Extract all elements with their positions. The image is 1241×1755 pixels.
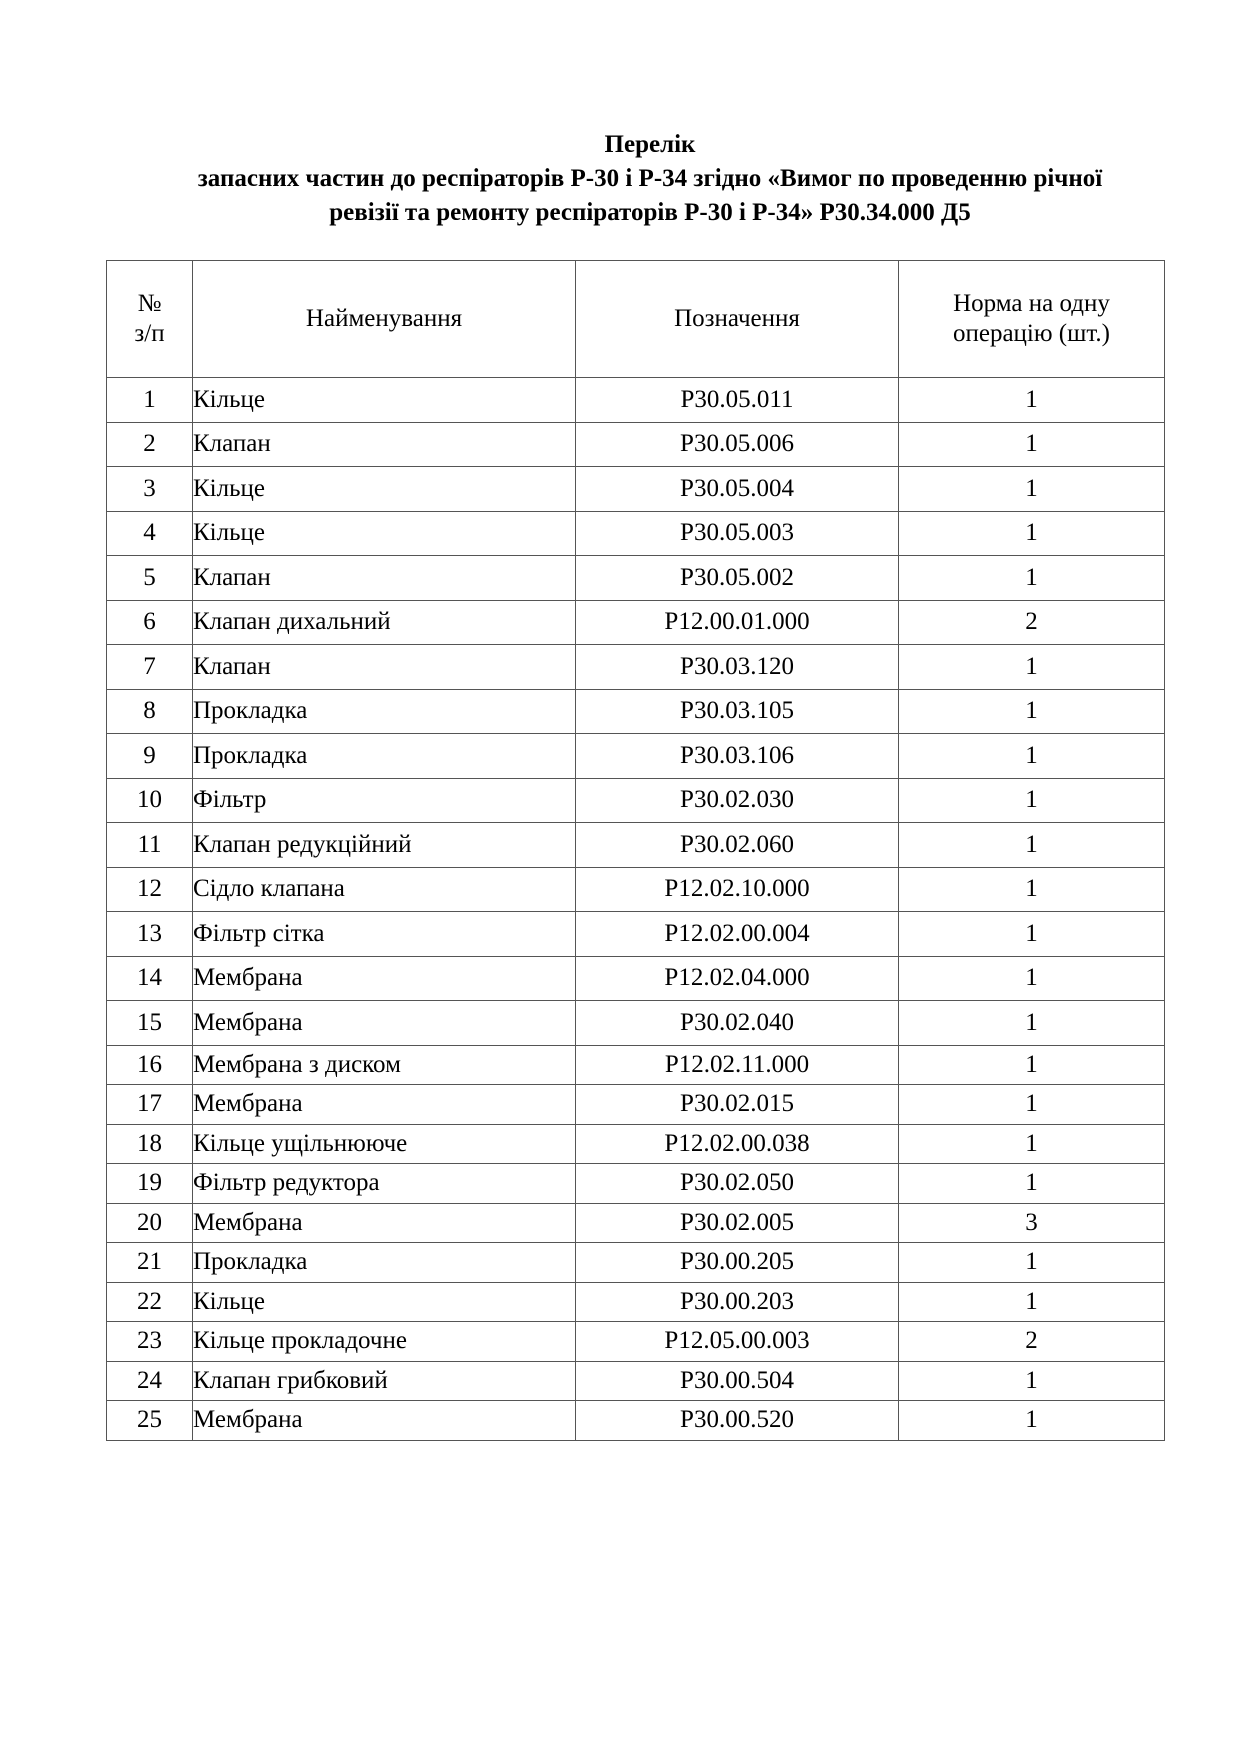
row-number-cell: 9: [107, 734, 193, 779]
row-number-cell: 25: [107, 1401, 193, 1441]
part-quantity-cell: 1: [899, 734, 1165, 779]
row-number-cell: 15: [107, 1001, 193, 1046]
row-number-cell: 12: [107, 867, 193, 912]
part-quantity-cell: 1: [899, 823, 1165, 868]
part-quantity-cell: 1: [899, 1045, 1165, 1085]
row-number-cell: 11: [107, 823, 193, 868]
header-quantity-line-2: операцію (шт.): [952, 320, 1111, 347]
table-row: [107, 645, 1165, 690]
part-quantity-cell: 1: [899, 511, 1165, 556]
table-row: [107, 1001, 1165, 1046]
part-designation-cell: Р12.02.00.038: [576, 1124, 899, 1164]
part-designation-cell: Р12.02.10.000: [576, 867, 899, 912]
part-name-cell: Прокладка: [193, 1243, 576, 1283]
part-name-cell: Мембрана з диском: [193, 1045, 576, 1085]
part-quantity-cell: 1: [899, 467, 1165, 512]
part-designation-cell: Р30.00.203: [576, 1282, 899, 1322]
row-number-cell: 21: [107, 1243, 193, 1283]
table-row: [107, 1361, 1165, 1401]
part-name-cell: Мембрана: [193, 1401, 576, 1441]
part-name-cell: Клапан: [193, 556, 576, 601]
part-quantity-cell: 1: [899, 1243, 1165, 1283]
row-number-cell: 5: [107, 556, 193, 601]
part-designation-cell: Р30.00.520: [576, 1401, 899, 1441]
part-quantity-cell: 1: [899, 1401, 1165, 1441]
table-row: [107, 556, 1165, 601]
row-number-cell: 17: [107, 1085, 193, 1125]
header-quantity-line-1: Норма на одну: [953, 290, 1110, 317]
header-number: [107, 261, 193, 378]
part-name-cell: Кільце: [193, 1282, 576, 1322]
part-name-cell: Кільце: [193, 378, 576, 423]
part-designation-cell: Р12.02.00.004: [576, 912, 899, 957]
part-designation-cell: Р30.02.015: [576, 1085, 899, 1125]
part-designation-cell: Р30.02.005: [576, 1203, 899, 1243]
part-name-cell: Прокладка: [193, 734, 576, 779]
table-row: [107, 600, 1165, 645]
part-designation-cell: Р30.00.205: [576, 1243, 899, 1283]
table-row: [107, 1085, 1165, 1125]
part-quantity-cell: 1: [899, 912, 1165, 957]
table-row: [107, 1401, 1165, 1441]
header-name: Найменування: [193, 261, 576, 378]
part-name-cell: Кільце: [193, 467, 576, 512]
row-number-cell: 16: [107, 1045, 193, 1085]
part-quantity-cell: 1: [899, 1282, 1165, 1322]
title-line-3: ревізії та ремонту респіраторів Р-30 і Р-34» Р30.34.000 Д5: [329, 199, 971, 226]
table-row: [107, 1243, 1165, 1283]
title-line-1: Перелік: [604, 131, 696, 158]
part-name-cell: Фільтр: [193, 778, 576, 823]
part-designation-cell: Р30.02.030: [576, 778, 899, 823]
table-row: [107, 378, 1165, 423]
table-row: [107, 956, 1165, 1001]
row-number-cell: 23: [107, 1322, 193, 1362]
row-number-cell: 1: [107, 378, 193, 423]
part-quantity-cell: 1: [899, 556, 1165, 601]
row-number-cell: 19: [107, 1164, 193, 1204]
part-quantity-cell: 1: [899, 956, 1165, 1001]
part-designation-cell: Р30.03.105: [576, 689, 899, 734]
header-number-line-2: з/п: [134, 320, 165, 347]
part-designation-cell: Р12.05.00.003: [576, 1322, 899, 1362]
document-title: [100, 128, 1200, 230]
part-designation-cell: Р30.02.040: [576, 1001, 899, 1046]
part-designation-cell: Р30.05.006: [576, 422, 899, 467]
header-designation: Позначення: [576, 261, 899, 378]
row-number-cell: 22: [107, 1282, 193, 1322]
part-quantity-cell: 1: [899, 689, 1165, 734]
row-number-cell: 14: [107, 956, 193, 1001]
row-number-cell: 4: [107, 511, 193, 556]
part-quantity-cell: 1: [899, 1085, 1165, 1125]
row-number-cell: 8: [107, 689, 193, 734]
table-row: [107, 823, 1165, 868]
part-name-cell: Фільтр редуктора: [193, 1164, 576, 1204]
row-number-cell: 6: [107, 600, 193, 645]
table-row: [107, 1045, 1165, 1085]
part-designation-cell: Р30.05.011: [576, 378, 899, 423]
part-designation-cell: Р30.03.120: [576, 645, 899, 690]
part-quantity-cell: 2: [899, 600, 1165, 645]
table-row: [107, 1124, 1165, 1164]
part-name-cell: Мембрана: [193, 1001, 576, 1046]
part-quantity-cell: 1: [899, 422, 1165, 467]
part-quantity-cell: 1: [899, 378, 1165, 423]
part-quantity-cell: 1: [899, 778, 1165, 823]
table-header-row: [107, 261, 1165, 378]
part-designation-cell: Р12.02.11.000: [576, 1045, 899, 1085]
part-designation-cell: Р12.02.04.000: [576, 956, 899, 1001]
header-number-line-1: №: [137, 290, 162, 317]
part-name-cell: Кільце ущільнююче: [193, 1124, 576, 1164]
part-quantity-cell: 3: [899, 1203, 1165, 1243]
row-number-cell: 13: [107, 912, 193, 957]
part-designation-cell: Р30.02.050: [576, 1164, 899, 1204]
part-name-cell: Мембрана: [193, 1203, 576, 1243]
part-name-cell: Мембрана: [193, 956, 576, 1001]
part-quantity-cell: 1: [899, 645, 1165, 690]
header-quantity: [899, 261, 1165, 378]
table-row: [107, 511, 1165, 556]
part-name-cell: Кільце: [193, 511, 576, 556]
row-number-cell: 20: [107, 1203, 193, 1243]
part-name-cell: Клапан дихальний: [193, 600, 576, 645]
row-number-cell: 18: [107, 1124, 193, 1164]
part-designation-cell: Р30.03.106: [576, 734, 899, 779]
table-row: [107, 1322, 1165, 1362]
part-designation-cell: Р12.00.01.000: [576, 600, 899, 645]
part-designation-cell: Р30.00.504: [576, 1361, 899, 1401]
part-quantity-cell: 1: [899, 1124, 1165, 1164]
part-quantity-cell: 2: [899, 1322, 1165, 1362]
part-name-cell: Клапан: [193, 645, 576, 690]
table-row: [107, 912, 1165, 957]
table-row: [107, 1164, 1165, 1204]
row-number-cell: 2: [107, 422, 193, 467]
table-row: [107, 734, 1165, 779]
row-number-cell: 3: [107, 467, 193, 512]
part-name-cell: Клапан: [193, 422, 576, 467]
part-name-cell: Клапан редукційний: [193, 823, 576, 868]
part-quantity-cell: 1: [899, 867, 1165, 912]
table-row: [107, 422, 1165, 467]
table-row: [107, 467, 1165, 512]
part-designation-cell: Р30.02.060: [576, 823, 899, 868]
part-quantity-cell: 1: [899, 1361, 1165, 1401]
table-row: [107, 1282, 1165, 1322]
table-row: [107, 1203, 1165, 1243]
part-quantity-cell: 1: [899, 1001, 1165, 1046]
title-line-2: запасних частин до респіраторів Р-30 і Р-34 згідно «Вимог по проведенню річної: [197, 165, 1103, 192]
part-name-cell: Клапан грибковий: [193, 1361, 576, 1401]
table-row: [107, 867, 1165, 912]
part-designation-cell: Р30.05.002: [576, 556, 899, 601]
row-number-cell: 7: [107, 645, 193, 690]
part-designation-cell: Р30.05.003: [576, 511, 899, 556]
part-quantity-cell: 1: [899, 1164, 1165, 1204]
part-name-cell: Фільтр сітка: [193, 912, 576, 957]
part-name-cell: Кільце прокладочне: [193, 1322, 576, 1362]
table-row: [107, 689, 1165, 734]
row-number-cell: 24: [107, 1361, 193, 1401]
part-designation-cell: Р30.05.004: [576, 467, 899, 512]
table-row: [107, 778, 1165, 823]
part-name-cell: Сідло клапана: [193, 867, 576, 912]
part-name-cell: Прокладка: [193, 689, 576, 734]
spare-parts-table: [106, 260, 1165, 1441]
row-number-cell: 10: [107, 778, 193, 823]
part-name-cell: Мембрана: [193, 1085, 576, 1125]
